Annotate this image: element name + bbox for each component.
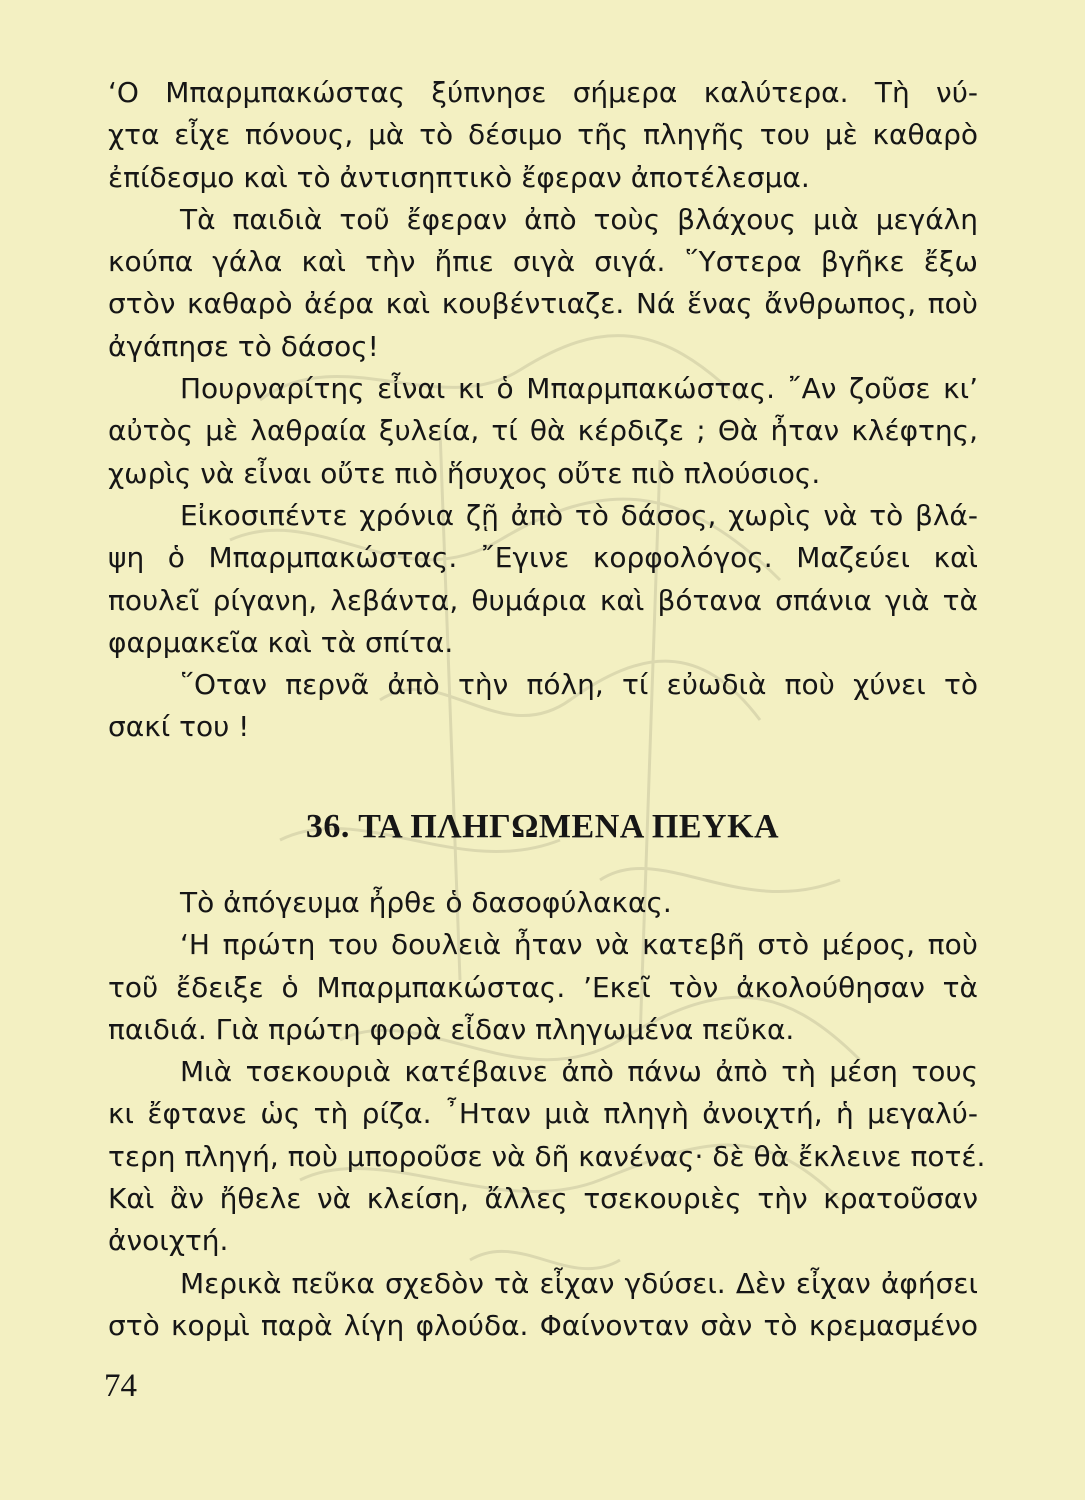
page-number: 74 xyxy=(104,1368,137,1404)
text-line: Μερικὰ πεῦκα σχεδὸν τὰ εἶχαν γδύσει. Δὲν εἶχαν ἀφήσει xyxy=(180,1266,978,1300)
text-line: φαρμακεῖα καὶ τὰ σπίτα. xyxy=(108,625,454,659)
text-line: ἀνοιχτή. xyxy=(108,1224,229,1258)
paragraph xyxy=(108,1051,986,1262)
text-line: Τὸ ἀπόγευμα ἦρθε ὁ δασοφύλακας. xyxy=(180,886,672,919)
text-line: σακί του ! xyxy=(108,710,250,744)
text-line: ῞Οταν περνᾶ ἀπὸ τὴν πόλη, τί εὐωδιὰ ποὺ χύνει τὸ xyxy=(180,668,978,702)
text-line: ἀγάπησε τὸ δάσος! xyxy=(108,329,379,363)
text-line: Πουρναρίτης εἶναι κι ὁ Μπαρμπακώστας. ῎Αν ζοῦσε κι’ xyxy=(180,372,978,406)
text-line: στὸν καθαρὸ ἀέρα καὶ κουβέντιαζε. Νά ἕνας ἄνθρωπος, ποὺ xyxy=(108,287,978,321)
text-line: τερη πληγή, ποὺ μποροῦσε νὰ δῆ κανένας· δὲ θὰ ἔκλεινε ποτέ. xyxy=(108,1139,986,1173)
paragraph xyxy=(108,368,978,495)
text-line: ἐπίδεσμο καὶ τὸ ἀντισηπτικὸ ἔφεραν ἀποτέλεσμα. xyxy=(108,160,810,194)
paragraph xyxy=(108,199,978,368)
text-line: ‘Η πρώτη του δουλειὰ ἦταν νὰ κατεβῆ στὸ μέρος, ποὺ xyxy=(180,928,978,962)
chapter-title: 36. ΤΑ ΠΛΗΓΩΜΕΝΑ ΠΕΥΚΑ xyxy=(305,808,780,845)
text-line: Τὰ παιδιὰ τοῦ ἔφεραν ἀπὸ τοὺς βλάχους μιὰ μεγάλη xyxy=(180,202,978,236)
text-line: Εἰκοσιπέντε χρόνια ζῇ ἀπὸ τὸ δάσος, χωρὶς νὰ τὸ βλά- xyxy=(180,498,978,532)
paragraph xyxy=(108,664,978,749)
paragraph xyxy=(108,495,978,664)
text-line: ψη ὁ Μπαρμπακώστας. ῎Εγινε κορφολόγος. Μαζεύει καὶ xyxy=(108,541,978,575)
chapter-text xyxy=(108,882,986,1347)
text-line: κι ἔφτανε ὡς τὴ ρίζα. ῏Ηταν μιὰ πληγὴ ἀνοιχτή, ἡ μεγαλύ- xyxy=(108,1097,978,1131)
text-line: πουλεῖ ρίγανη, λεβάντα, θυμάρια καὶ βότανα σπάνια γιὰ τὰ xyxy=(108,583,978,617)
text-line: παιδιά. Γιὰ πρώτη φορὰ εἶδαν πληγωμένα πεῦκα. xyxy=(108,1012,795,1046)
paragraph xyxy=(108,924,978,1051)
text-line: τοῦ ἔδειξε ὁ Μπαρμπακώστας. ’Εκεῖ τὸν ἀκολούθησαν τὰ xyxy=(108,970,978,1004)
text-line: στὸ κορμὶ παρὰ λίγη φλούδα. Φαίνονταν σὰν τὸ κρεμασμένο xyxy=(108,1308,978,1342)
text-line: ‘Ο Μπαρμπακώστας ξύπνησε σήμερα καλύτερα. Τὴ νύ- xyxy=(108,76,978,109)
text-line: χωρὶς νὰ εἶναι οὔτε πιὸ ἥσυχος οὔτε πιὸ πλούσιος. xyxy=(108,456,821,490)
text-line: Καὶ ἂν ἤθελε νὰ κλείση, ἄλλες τσεκουριὲς τὴν κρατοῦσαν xyxy=(108,1182,978,1216)
paragraph xyxy=(108,1263,978,1348)
paragraph xyxy=(108,72,978,199)
paragraph xyxy=(108,882,978,924)
text-line: Μιὰ τσεκουριὰ κατέβαινε ἀπὸ πάνω ἀπὸ τὴ μέση τους xyxy=(180,1055,978,1089)
opening-text xyxy=(108,72,978,749)
text-line: αὐτὸς μὲ λαθραία ξυλεία, τί θὰ κέρδιζε ; Θὰ ἦταν κλέφτης, xyxy=(108,414,978,448)
text-line: χτα εἶχε πόνους, μὰ τὸ δέσιμο τῆς πληγῆς του μὲ καθαρὸ xyxy=(108,118,978,152)
text-line: κούπα γάλα καὶ τὴν ἤπιε σιγὰ σιγά. ῞Υστερα βγῆκε ἔξω xyxy=(108,245,978,279)
